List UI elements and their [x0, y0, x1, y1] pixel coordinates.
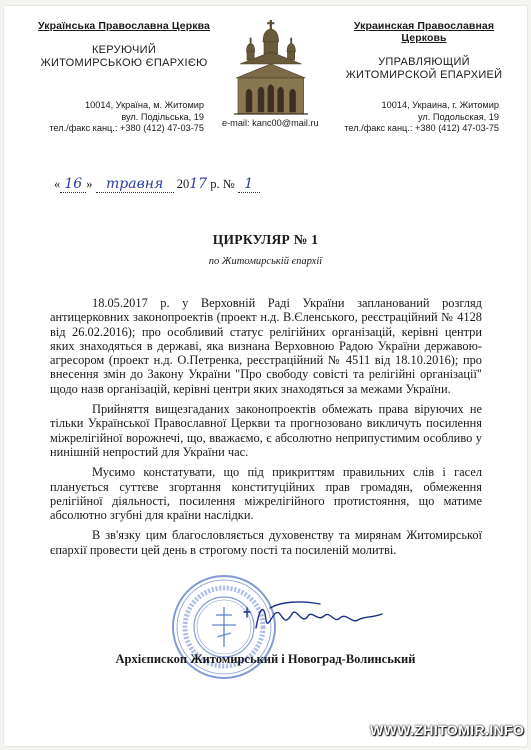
office-title-rus: [334, 56, 514, 82]
site-watermark: WWW.ZHITOMIR.INFO: [370, 722, 525, 738]
paragraph: В зв'язку цим благословляється духовенству та мирянам Житомирської єпархії провести цей день в строгому пості та посиленій молитві.: [50, 528, 482, 557]
address-rus: [334, 100, 499, 135]
office-title-line1: УПРАВЛЯЮЩИЙ: [378, 56, 470, 68]
date-month: травня: [96, 176, 174, 193]
date-day: 16: [60, 176, 86, 193]
email-address: e-mail: kanc00@mail.ru: [222, 118, 319, 128]
address-ukr: [44, 100, 204, 135]
paragraph: 18.05.2017 р. у Верховній Раді України запланований розгляд антицерковних законопроектів (проект н.д. В.Єленського, реєстраційний № 4128 від 26.02.2016); про особливий статус релігійних організацій, керівні центри яких знаходяться в державі, яка визнана Верховною Радою України державою-агресором (проект н.д. О.Петренка, реєстраційний № 4511 від 18.10.2016); про внесення змін до Закону України "Про свободу совісті та релігійні організації" щодо назв організацій, керівні центри яких знаходяться за межами України.: [50, 296, 482, 396]
document-page: [4, 6, 527, 746]
paragraph: Прийняття вищезгаданих законопроектів обмежать права віруючих не тільки Української Православної Церкви та прогнозовано викличуть посилення міжрелігійної ворожнечі, що, вважаємо, є абсолютно неприпустимим особливо у нинішній непростий для України час.: [50, 402, 482, 459]
date-line: [54, 176, 260, 193]
quote-open: «: [54, 177, 61, 191]
address-line: вул. Подільська, 19: [121, 111, 204, 122]
date-year-prefix: 20: [176, 177, 190, 191]
phone-line: тел./факс канц.: +380 (412) 47-03-75: [344, 123, 499, 133]
letterhead-left: [34, 20, 214, 70]
office-title-line2: ЖИТОМИРСКОЙ ЕПАРХИЕЙ: [345, 69, 503, 81]
address-line: ул. Подольская, 19: [417, 111, 499, 122]
date-year-unit: р.: [210, 177, 220, 191]
letterhead-right: [334, 20, 514, 82]
quote-close: »: [86, 177, 93, 191]
paragraph: Мусимо констатувати, що під прикриттям правильних слів і гасел планується суттєве згортання конституційних прав громадян, обмеження релігійної діяльності, посилення міжрелігійного протистояння, що матиме абсолютно згубні для країни наслідки.: [50, 465, 482, 523]
date-year-suffix: 17: [189, 176, 208, 192]
document-subtitle: по Житомирській єпархії: [208, 256, 323, 267]
document-number: 1: [238, 176, 260, 193]
handwritten-signature: [240, 598, 386, 638]
document-body: [50, 296, 482, 563]
address-line: 10014, Україна, м. Житомир: [85, 100, 204, 110]
document-title: ЦИРКУЛЯР № 1: [212, 232, 319, 247]
office-title-line1: КЕРУЮЧИЙ: [91, 44, 157, 56]
address-line: 10014, Украина, г. Житомир: [381, 100, 499, 110]
church-name-ukr: Українська Православна Церква: [38, 20, 210, 32]
office-title-ukr: [34, 44, 214, 70]
church-name-rus: Украинская Православная Церковь: [353, 20, 495, 44]
signer-title: Архієпископ Житомирський і Новоград-Волинський: [115, 652, 416, 666]
office-title-line2: ЖИТОМИРСЬКОЮ ЄПАРХІЄЮ: [40, 57, 208, 69]
number-label: №: [222, 177, 235, 191]
phone-line: тел./факс канц.: +380 (412) 47-03-75: [49, 123, 204, 133]
cathedral-icon: [230, 20, 312, 116]
